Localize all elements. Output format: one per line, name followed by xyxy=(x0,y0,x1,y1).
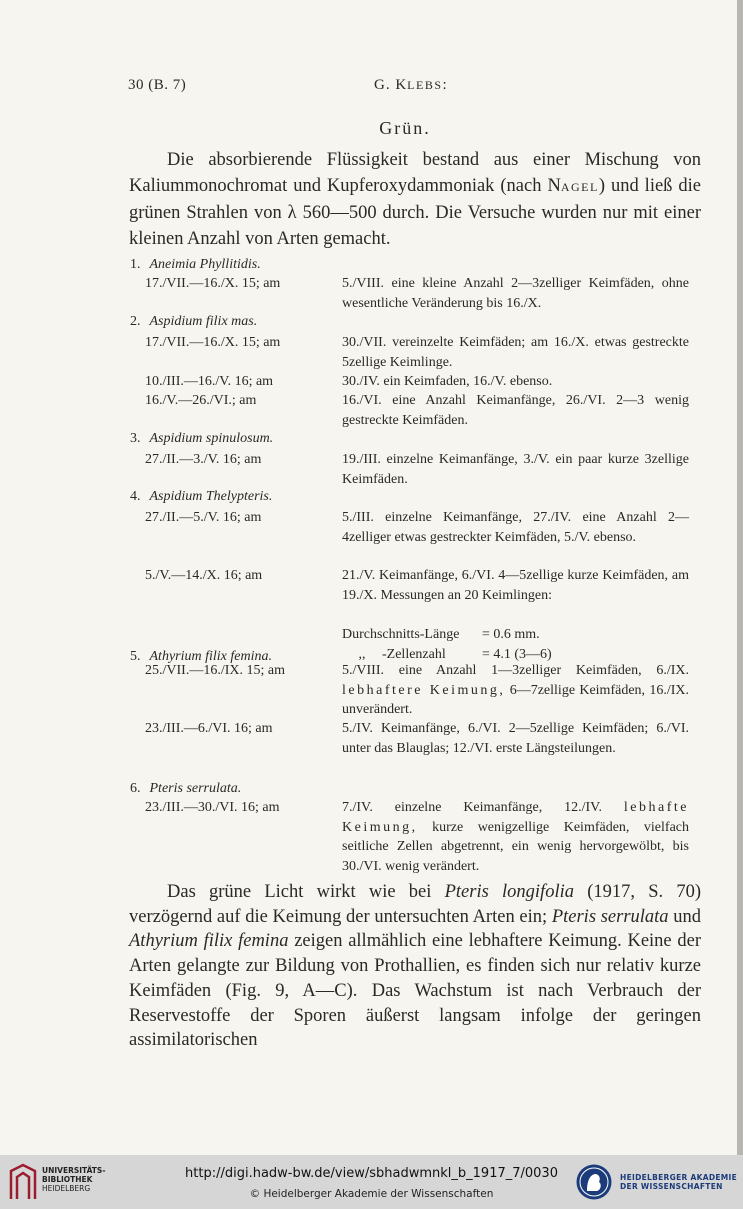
experiment-entry: 27./II.—3./V. 16; am 19./III. einzelne Keimanfänge, 3./V. ein paar kurze 3zellige Keimfäden. xyxy=(145,452,689,487)
section-title: Grün. xyxy=(379,118,431,138)
academy-seal-icon xyxy=(575,1163,613,1201)
experiment-entry: 5./V.—14./X. 16; am 21./V. Keimanfänge, 6./VI. 4—5zellige kurze Keimfäden, am 19./X. Messungen an 20 Keimlingen: xyxy=(145,568,689,603)
experiment-entry: 23./III.—6./VI. 16; am 5./IV. Keimanfänge, 6./VI. 2—5zellige Keimfäden; 6./VI. unter das Blauglas; 12./VI. erste Längsteilungen. xyxy=(145,721,689,756)
species-heading: 1. Aneimia Phyllitidis. xyxy=(130,257,261,272)
species-heading: 2. Aspidium filix mas. xyxy=(130,314,258,329)
page-edge xyxy=(737,0,743,1155)
species-heading: 6. Pteris serrulata. xyxy=(130,781,242,796)
copyright-notice: © Heidelberger Akademie der Wissenschaften xyxy=(249,1188,494,1200)
species-heading: 4. Aspidium Thelypteris. xyxy=(130,489,273,504)
species-heading: 5. Athyrium filix femina. xyxy=(130,649,272,664)
experiment-entry: 16./V.—26./VI.; am 16./VI. eine Anzahl Keimanfänge, 26./VI. 2—3 wenig gestreckte Keimfäden. xyxy=(145,393,689,428)
author-name: G. KLEBS: xyxy=(374,77,448,93)
species-heading: 3. Aspidium spinulosum. xyxy=(130,431,274,446)
university-library-name: UNIVERSITÄTS- BIBLIOTHEK HEIDELBERG xyxy=(42,1166,106,1193)
experiment-entry: 17./VII.—16./X. 15; am 30./VII. vereinzelte Keimfäden; am 16./X. etwas gestreckte 5zellige Keimlinge. xyxy=(145,335,689,370)
measurement-row: Durchschnitts-Länge = 0.6 mm. xyxy=(342,627,540,642)
page-number: 30 (B. 7) xyxy=(128,77,187,93)
intro-paragraph: Die absorbierende Flüssigkeit bestand aus einer Mischung von Kaliummonochromat und Kupferoxydammoniak (nach NAGEL) und ließ die grünen Strahlen von λ 560—500 durch. Die Versuche wurden nur mit einer kleinen Anzahl von Arten gemacht. xyxy=(129,150,702,249)
academy-name: HEIDELBERGER AKADEMIE DER WISSENSCHAFTEN xyxy=(620,1173,738,1191)
closing-paragraph: Das grüne Licht wirkt wie bei Pteris longifolia (1917, S. 70) verzögernd auf die Keimung der untersuchten Arten ein; Pteris serrulata und Athyrium filix femina zeigen allmählich eine lebhaftere Keimung. Keine der Arten gelangte zur Bildung von Prothallien, es finden sich nur relativ kurze Keimfäden (Fig. 9, A—C). Das Wachstum ist nach Verbrauch der Reservestoffe der Sporen äußerst langsam infolge der geringen assimilatorischen xyxy=(129,882,702,1051)
experiment-entry: 27./II.—5./V. 16; am 5./III. einzelne Keimanfänge, 27./IV. eine Anzahl 2—4zelliger etwas gestreckter Keimfäden, 5./V. ebenso. xyxy=(145,510,689,545)
permalink[interactable]: http://digi.hadw-bw.de/view/sbhadwmnkl_b_1917_7/0030 xyxy=(185,1166,558,1181)
running-header xyxy=(128,77,690,97)
viewer-footer xyxy=(0,1155,743,1209)
experiment-entry: 23./III.—30./VI. 16; am 7./IV. einzelne Keimanfänge, 12./IV. lebhafte Keimung, kurze wenigzellige Keimfäden, vielfach seitliche Zellen abgetrennt, ein wenig hervorgewölbt, bis 30./VI. wenig verändert. xyxy=(145,800,690,874)
experiment-entry: 10./III.—16./V. 16; am 30./IV. ein Keimfaden, 16./V. ebenso. xyxy=(145,374,553,389)
experiment-entry: 17./VII.—16./X. 15; am 5./VIII. eine kleine Anzahl 2—3zelliger Keimfäden, ohne wesentliche Veränderung bis 16./X. xyxy=(145,276,689,311)
measurement-row: ,, -Zellenzahl = 4.1 (3—6) xyxy=(358,646,552,662)
experiment-entry: 25./VII.—16./IX. 15; am 5./VIII. eine Anzahl 1—3zelliger Keimfäden, 6./IX. lebhaftere Keimung, 6—7zellige Keimfäden, 16./IX. unverändert. xyxy=(145,663,690,717)
